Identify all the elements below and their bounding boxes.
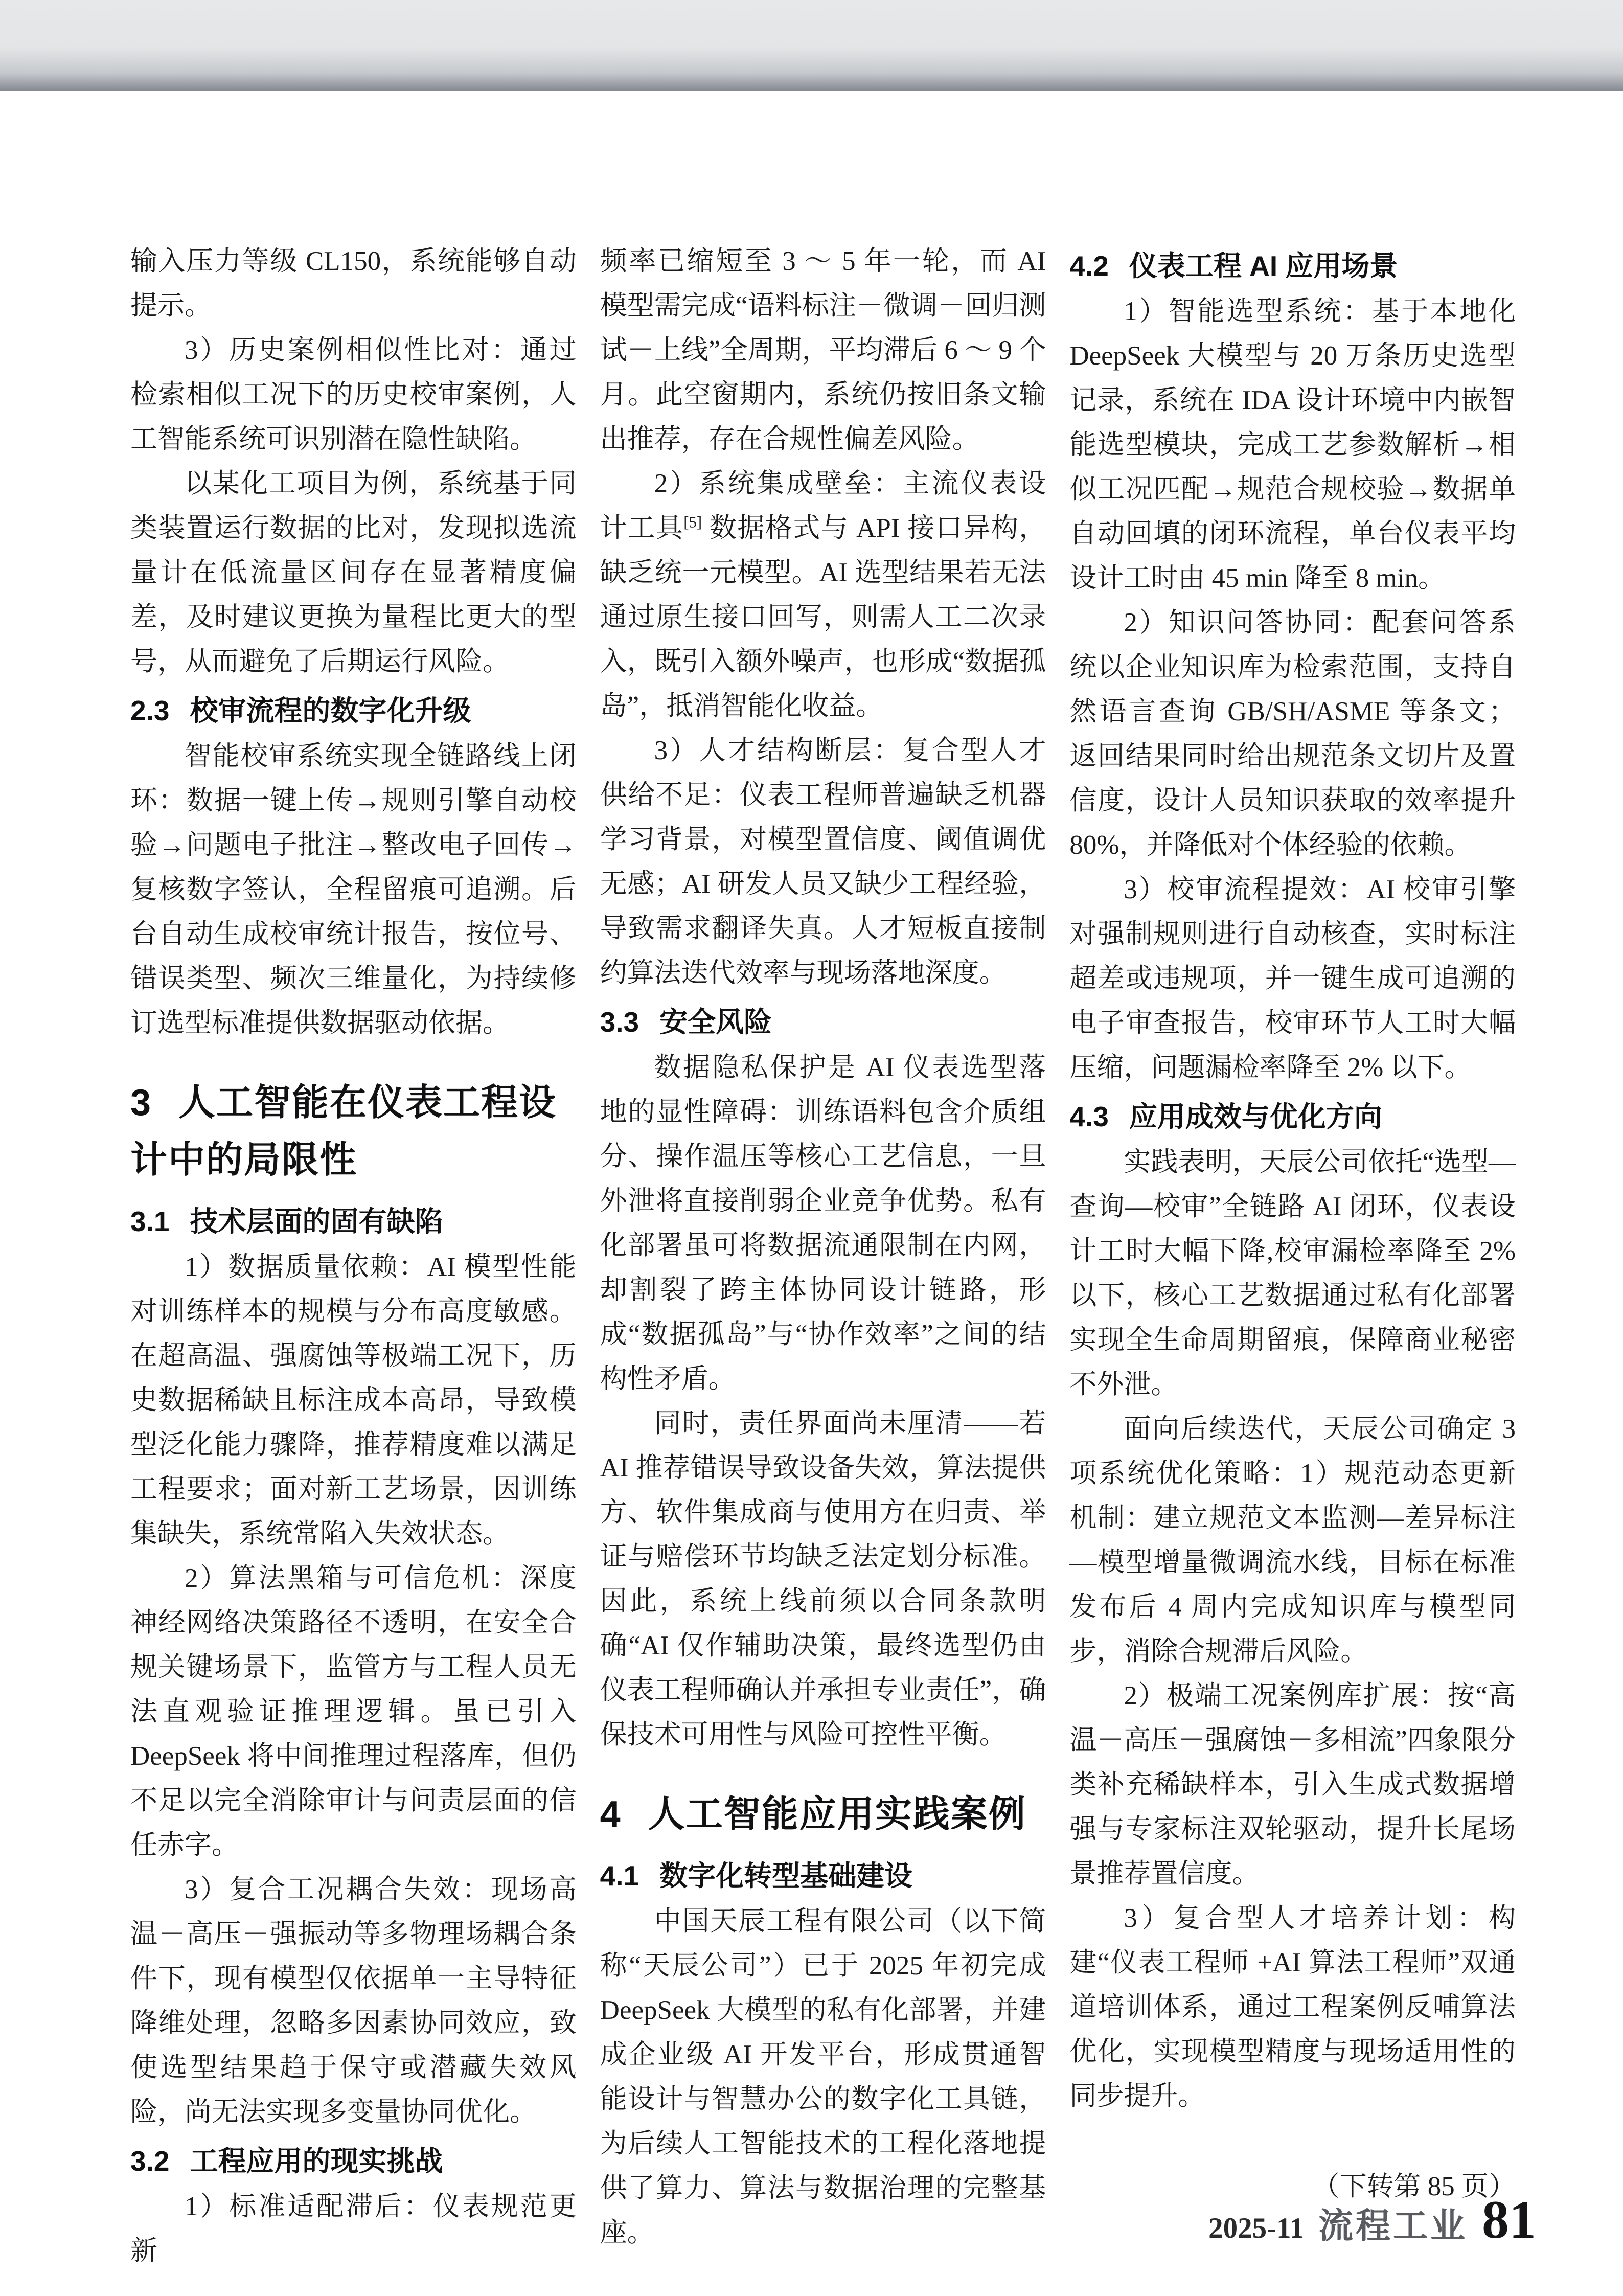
text-run: 2）系统集成壁垒：主流仪表设计工具 bbox=[600, 469, 1046, 543]
text-run: 2）极端工况案例库扩展：按“高温－高压－强腐蚀－多相流”四象限分类补充稀缺样本，引入生成式数据增强与专家标注双轮驱动，提升长尾场景推荐置信度。 bbox=[1069, 1681, 1516, 1889]
paragraph bbox=[130, 1245, 577, 1556]
heading-title: 技术层面的固有缺陷 bbox=[190, 1206, 443, 1237]
heading-title: 校审流程的数字化升级 bbox=[190, 695, 471, 726]
paragraph bbox=[600, 1899, 1046, 2255]
paragraph bbox=[1069, 1140, 1516, 1407]
paragraph bbox=[130, 734, 577, 1045]
paragraph bbox=[1069, 868, 1516, 1090]
section-heading bbox=[130, 1074, 577, 1189]
heading-title: 安全风险 bbox=[659, 1006, 772, 1038]
paragraph bbox=[1069, 1407, 1516, 1674]
paragraph bbox=[1069, 289, 1516, 601]
text-run: 3）复合型人才培养计划：构建“仪表工程师 +AI 算法工程师”双通道培训体系，通过工程案例反哺算法优化，实现模型精度与现场适用性的同步提升。 bbox=[1069, 1903, 1516, 2111]
subsection-heading bbox=[1069, 1094, 1516, 1139]
text-run: 3）校审流程提效：AI 校审引擎对强制规则进行自动核查，实时标注超差或违规项，并一键生成可追溯的电子审查报告，校审环节人工时大幅压缩，问题漏检率降至 2% 以下。 bbox=[1069, 875, 1516, 1082]
heading-title: 人工智能在仪表工程设计中的局限性 bbox=[130, 1082, 557, 1180]
text-run: 2）知识问答协同：配套问答系统以企业知识库为检索范围，支持自然语言查询 GB/SH/ASME 等条文；返回结果同时给出规范条文切片及置信度，设计人员知识获取的效率提升 80%，并降低对个体经验的依赖。 bbox=[1069, 608, 1516, 860]
paragraph bbox=[1069, 601, 1516, 868]
heading-title: 仪表工程 AI 应用场景 bbox=[1129, 250, 1398, 282]
paragraph bbox=[600, 1401, 1046, 1757]
text-run: 1）标准适配滞后：仪表规范更新 bbox=[130, 2192, 577, 2266]
text-run: 数据隐私保护是 AI 仪表选型落地的显性障碍：训练语料包含介质组分、操作温压等核心工艺信息，一旦外泄将直接削弱企业竞争优势。私有化部署虽可将数据流通限制在内网，却割裂了跨主体协同设计链路，形成“数据孤岛”与“协作效率”之间的结构性矛盾。 bbox=[600, 1053, 1046, 1394]
heading-title: 数字化转型基础建设 bbox=[659, 1860, 913, 1892]
heading-title: 工程应用的现实挑战 bbox=[190, 2145, 443, 2177]
text-run: 中国天辰工程有限公司（以下简称“天辰公司”）已于 2025 年初完成 DeepSeek 大模型的私有化部署，并建成企业级 AI 开发平台，形成贯通智能设计与智慧办公的数字化工具链，为后续人工智能技术的工程化落地提供了算力、算法与数据治理的完整基座。 bbox=[600, 1906, 1046, 2247]
paragraph bbox=[1069, 1674, 1516, 1896]
subsection-heading bbox=[130, 1199, 577, 1244]
text-column-left bbox=[130, 239, 577, 2274]
heading-title: 应用成效与优化方向 bbox=[1129, 1101, 1382, 1132]
text-run: 频率已缩短至 3 ～ 5 年一轮，而 AI 模型需完成“语料标注－微调－回归测试－上线”全周期，平均滞后 6 ～ 9 个月。此空窗期内，系统仍按旧条文输出推荐，存在合规性偏差风险。 bbox=[600, 246, 1046, 454]
text-run: 面向后续迭代，天辰公司确定 3 项系统优化策略：1）规范动态更新机制：建立规范文本监测—差异标注—模型增量微调流水线，目标在标准发布后 4 周内完成知识库与模型同步，消除合规滞后风险。 bbox=[1069, 1414, 1516, 1666]
text-run: 3）历史案例相似性比对：通过检索相似工况下的历史校审案例，人工智能系统可识别潜在隐性缺陷。 bbox=[130, 335, 577, 454]
subsection-heading bbox=[600, 1853, 1046, 1898]
heading-number: 3.1 bbox=[130, 1206, 170, 1237]
heading-number: 3 bbox=[130, 1082, 152, 1123]
paragraph bbox=[600, 729, 1046, 995]
paragraph bbox=[600, 462, 1046, 729]
text-run: 以某化工项目为例，系统基于同类装置运行数据的比对，发现拟选流量计在低流量区间存在显著精度偏差，及时建议更换为量程比更大的型号，从而避免了后期运行风险。 bbox=[130, 469, 577, 676]
paragraph bbox=[600, 1045, 1046, 1401]
subsection-heading bbox=[130, 688, 577, 733]
paragraph bbox=[130, 2185, 577, 2274]
subsection-heading bbox=[600, 999, 1046, 1044]
heading-title: 人工智能应用实践案例 bbox=[648, 1794, 1026, 1835]
text-run: 实践表明，天辰公司依托“选型—查询—校审”全链路 AI 闭环，仪表设计工时大幅下降,校审漏检率降至 2% 以下，核心工艺数据通过私有化部署实现全生命周期留痕，保障商业秘密不外泄。 bbox=[1069, 1147, 1516, 1399]
subsection-heading bbox=[1069, 243, 1516, 288]
heading-number: 2.3 bbox=[130, 695, 170, 726]
heading-number: 4.3 bbox=[1069, 1101, 1109, 1132]
text-run: 数据格式与 API 接口异构，缺乏统一元模型。AI 选型结果若无法通过原生接口回写，则需人工二次录入，既引入额外噪声，也形成“数据孤岛”，抵消智能化收益。 bbox=[600, 513, 1046, 721]
heading-number: 4.1 bbox=[600, 1860, 639, 1892]
heading-number: 4 bbox=[600, 1794, 622, 1835]
footer-magazine-name: 流程工业 bbox=[1318, 2207, 1468, 2245]
section-heading bbox=[600, 1786, 1046, 1843]
page-footer bbox=[1208, 2189, 1536, 2251]
text-run: 3）人才结构断层：复合型人才供给不足：仪表工程师普遍缺乏机器学习背景，对模型置信度、阈值调优无感；AI 研发人员又缺少工程经验，导致需求翻译失真。人才短板直接制约算法迭代效率与现场落地深度。 bbox=[600, 736, 1046, 988]
paragraph-continuation bbox=[600, 239, 1046, 462]
text-run: （下转第 85 页） bbox=[1312, 2172, 1516, 2201]
article-body bbox=[130, 239, 1516, 2274]
text-column-right bbox=[1069, 239, 1516, 2274]
heading-number: 3.2 bbox=[130, 2145, 170, 2177]
page-top-scan-shadow bbox=[0, 0, 1623, 91]
heading-number: 4.2 bbox=[1069, 250, 1109, 282]
footer-issue-date: 2025-11 bbox=[1208, 2212, 1304, 2244]
paragraph bbox=[130, 1556, 577, 1868]
text-run: 3）复合工况耦合失效：现场高温－高压－强振动等多物理场耦合条件下，现有模型仅依据单一主导特征降维处理，忽略多因素协同效应，致使选型结果趋于保守或潜藏失效风险，尚无法实现多变量协同优化。 bbox=[130, 1875, 577, 2127]
paragraph bbox=[130, 328, 577, 462]
paragraph bbox=[1069, 1896, 1516, 2119]
footer-page-number: 81 bbox=[1482, 2190, 1536, 2249]
text-run: 输入压力等级 CL150，系统能够自动提示。 bbox=[130, 246, 577, 321]
heading-number: 3.3 bbox=[600, 1006, 639, 1038]
paragraph bbox=[130, 462, 577, 684]
text-column-middle bbox=[600, 239, 1046, 2274]
text-run: 同时，责任界面尚未厘清——若 AI 推荐错误导致设备失效，算法提供方、软件集成商与使用方在归责、举证与赔偿环节均缺乏法定划分标准。因此，系统上线前须以合同条款明确“AI 仅作辅助决策，最终选型仍由仪表工程师确认并承担专业责任”，确保技术可用性与风险可控性平衡。 bbox=[600, 1408, 1046, 1749]
paragraph bbox=[130, 1868, 577, 2134]
subsection-heading bbox=[130, 2139, 577, 2184]
text-run: 2）算法黑箱与可信危机：深度神经网络决策路径不透明，在安全合规关键场景下，监管方与工程人员无法直观验证推理逻辑。虽已引入 DeepSeek 将中间推理过程落库，但仍不足以完全消除审计与问责层面的信任赤字。 bbox=[130, 1563, 577, 1860]
text-run: 1）智能选型系统：基于本地化 DeepSeek 大模型与 20 万条历史选型记录，系统在 IDA 设计环境中内嵌智能选型模块，完成工艺参数解析→相似工况匹配→规范合规校验→数据单自动回填的闭环流程，单台仪表平均设计工时由 45 min 降至 8 min。 bbox=[1069, 297, 1516, 593]
paragraph-continuation bbox=[130, 239, 577, 328]
footnote-reference: [5] bbox=[683, 513, 702, 531]
text-run: 智能校审系统实现全链路线上闭环：数据一键上传→规则引擎自动校验→问题电子批注→整改电子回传→复核数字签认，全程留痕可追溯。后台自动生成校审统计报告，按位号、错误类型、频次三维量化，为持续修订选型标准提供数据驱动依据。 bbox=[130, 741, 577, 1038]
text-run: 1）数据质量依赖：AI 模型性能对训练样本的规模与分布高度敏感。在超高温、强腐蚀等极端工况下，历史数据稀缺且标注成本高昂，导致模型泛化能力骤降，推荐精度难以满足工程要求；面对新工艺场景，因训练集缺失，系统常陷入失效状态。 bbox=[130, 1252, 577, 1549]
